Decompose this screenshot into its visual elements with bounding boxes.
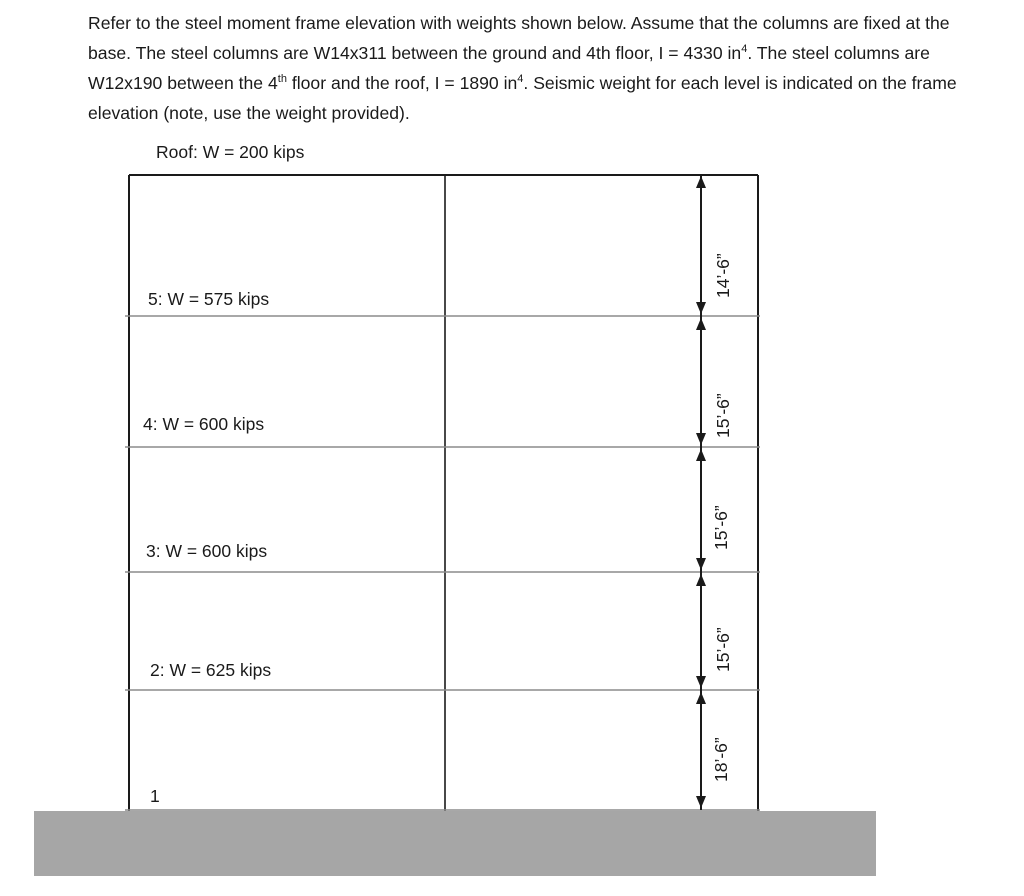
arrow-down-story3 bbox=[696, 558, 706, 570]
superscript: th bbox=[277, 73, 287, 86]
arrow-down-story4 bbox=[696, 433, 706, 445]
level-3-weight-label: 3: W = 600 kips bbox=[146, 541, 268, 561]
roof-weight-label: Roof: W = 200 kips bbox=[156, 142, 305, 162]
story-5-height: 14’-6” bbox=[713, 253, 733, 298]
text-segment: floor and the roof, I = 1890 in bbox=[286, 73, 518, 93]
arrow-down-story5 bbox=[696, 302, 706, 314]
text-segment: . Seismic weight for each level is indicated on the frame elevation (note, use the weight provided). bbox=[88, 73, 957, 123]
level-1-label: 1 bbox=[150, 786, 160, 806]
superscript: 4 bbox=[517, 73, 524, 86]
arrow-up-story3 bbox=[696, 449, 706, 461]
arrow-down-story1 bbox=[696, 796, 706, 808]
level-2-weight-label: 2: W = 625 kips bbox=[150, 660, 272, 680]
arrow-up-story2 bbox=[696, 574, 706, 586]
ground bbox=[34, 811, 876, 876]
level-5-weight-label: 5: W = 575 kips bbox=[148, 289, 270, 309]
arrow-up-story4 bbox=[696, 318, 706, 330]
superscript: 4 bbox=[741, 43, 748, 56]
text-segment: . The steel columns are W12x190 between the 4 bbox=[88, 43, 930, 93]
arrow-down-story2 bbox=[696, 676, 706, 688]
story-1-height: 18’-6” bbox=[711, 737, 731, 782]
arrow-up-story5 bbox=[696, 176, 706, 188]
story-2-height: 15’-6” bbox=[713, 627, 733, 672]
text-segment: Refer to the steel moment frame elevation with weights shown below. Assume that the columns are fixed at the base. The steel columns are W14x311 between the ground and 4th floor, I = 4330 in bbox=[88, 13, 950, 63]
level-4-weight-label: 4: W = 600 kips bbox=[143, 414, 265, 434]
story-4-height: 15’-6” bbox=[713, 393, 733, 438]
arrow-up-story1 bbox=[696, 692, 706, 704]
story-3-height: 15’-6” bbox=[711, 505, 731, 550]
